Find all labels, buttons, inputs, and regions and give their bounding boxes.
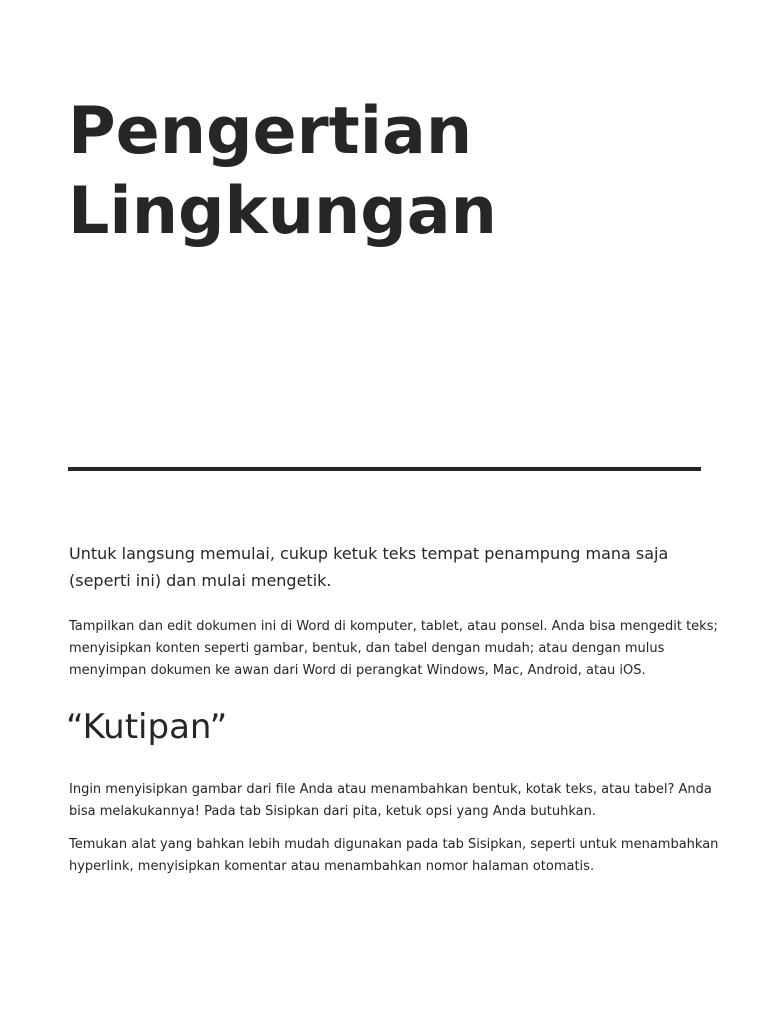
document-title [68,92,708,252]
body-paragraph-1 [69,616,718,682]
body-paragraph-3 [69,834,719,878]
quote-heading: “Kutipan” [66,707,228,747]
body-paragraph-2 [69,779,712,823]
lead-line: (seperti ini) dan mulai mengetik. [69,571,332,590]
horizontal-divider [68,467,701,471]
title-line-2: Lingkungan [68,174,497,249]
title-line-1: Pengertian [68,94,473,169]
paragraph-line: bisa melakukannya! Pada tab Sisipkan dari pita, ketuk opsi yang Anda butuhkan. [69,804,597,819]
paragraph-line: menyimpan dokumen ke awan dari Word di perangkat Windows, Mac, Android, atau iOS. [69,663,646,678]
lead-paragraph [69,540,709,594]
paragraph-line: Tampilkan dan edit dokumen ini di Word di komputer, tablet, atau ponsel. Anda bisa mengedit teks; [69,619,718,634]
paragraph-line: menyisipkan konten seperti gambar, bentuk, dan tabel dengan mudah; atau dengan mulus [69,641,665,656]
paragraph-line: Temukan alat yang bahkan lebih mudah digunakan pada tab Sisipkan, seperti untuk menambahkan [69,837,719,852]
paragraph-line: Ingin menyisipkan gambar dari file Anda atau menambahkan bentuk, kotak teks, atau tabel? Anda [69,782,712,797]
paragraph-line: hyperlink, menyisipkan komentar atau menambahkan nomor halaman otomatis. [69,859,595,874]
lead-line: Untuk langsung memulai, cukup ketuk teks tempat penampung mana saja [69,544,669,563]
